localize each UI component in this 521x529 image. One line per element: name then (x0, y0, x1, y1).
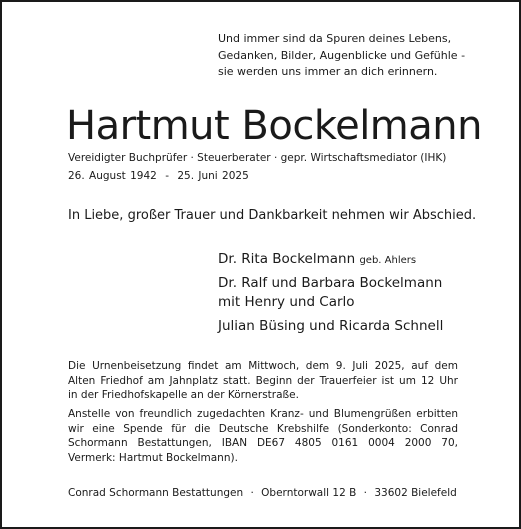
footer-separator: · (363, 487, 367, 499)
funeral-line: Die Urnenbeisetzung findet am Mittwoch, dem 9. Juli 2025, auf dem (68, 360, 458, 372)
mourner-entry (218, 250, 443, 271)
footer-separator: · (250, 487, 254, 499)
deceased-name: Hartmut Bockelmann (66, 103, 482, 149)
funeral-home-footer (68, 486, 457, 500)
mourner-name: Dr. Rita Bockelmann (218, 251, 356, 267)
funeral-information (68, 359, 458, 403)
funeral-home-street: Oberntorwall 12 B (261, 487, 357, 499)
memorial-poem (218, 31, 513, 81)
funeral-home-city: 33602 Bielefeld (374, 487, 457, 499)
mourner-birth-name: geb. Ahlers (359, 255, 417, 266)
donation-line: Anstelle von freundlich zugedachten Kranz- und Blumengrüßen erbitten (68, 408, 458, 420)
donation-line: Schormann Bestattungen, IBAN DE67 4805 0161 0004 2000 70, (68, 437, 458, 449)
funeral-line: Alten Friedhof am Jahnplatz statt. Beginn der Trauerfeier ist um 12 Uhr (68, 374, 458, 387)
life-dates (68, 169, 249, 183)
funeral-home-name: Conrad Schormann Bestattungen (68, 487, 244, 499)
funeral-line: in der Friedhofskapelle an der Körnerstraße. (68, 389, 299, 401)
death-date: 25. Juni 2025 (177, 170, 249, 182)
donation-line: wir eine Spende für die Deutsche Krebshilfe (Sonderkonto: Conrad (68, 422, 458, 435)
poem-line: Und immer sind da Spuren deines Lebens, (218, 32, 452, 45)
farewell-line: In Liebe, großer Trauer und Dankbarkeit nehmen wir Abschied. (68, 208, 477, 223)
donation-request (68, 407, 458, 465)
poem-line: sie werden uns immer an dich erinnern. (218, 65, 438, 78)
mourner-entry: Julian Büsing und Ricarda Schnell (218, 317, 444, 334)
mourner-name: mit Henry und Carlo (218, 294, 355, 310)
mourner-name: Dr. Ralf und Barbara Bockelmann (218, 274, 443, 291)
mourners-list (218, 250, 443, 336)
birth-date: 26. August 1942 (68, 170, 157, 182)
mourner-entry (218, 274, 443, 313)
poem-line: Gedanken, Bilder, Augenblicke und Gefühle - (218, 48, 466, 62)
donation-line: Vermerk: Hartmut Bockelmann). (68, 451, 238, 464)
deceased-profession: Vereidigter Buchprüfer · Steuerberater · gepr. Wirtschaftsmediator (IHK) (68, 152, 447, 164)
date-separator: - (165, 170, 169, 182)
